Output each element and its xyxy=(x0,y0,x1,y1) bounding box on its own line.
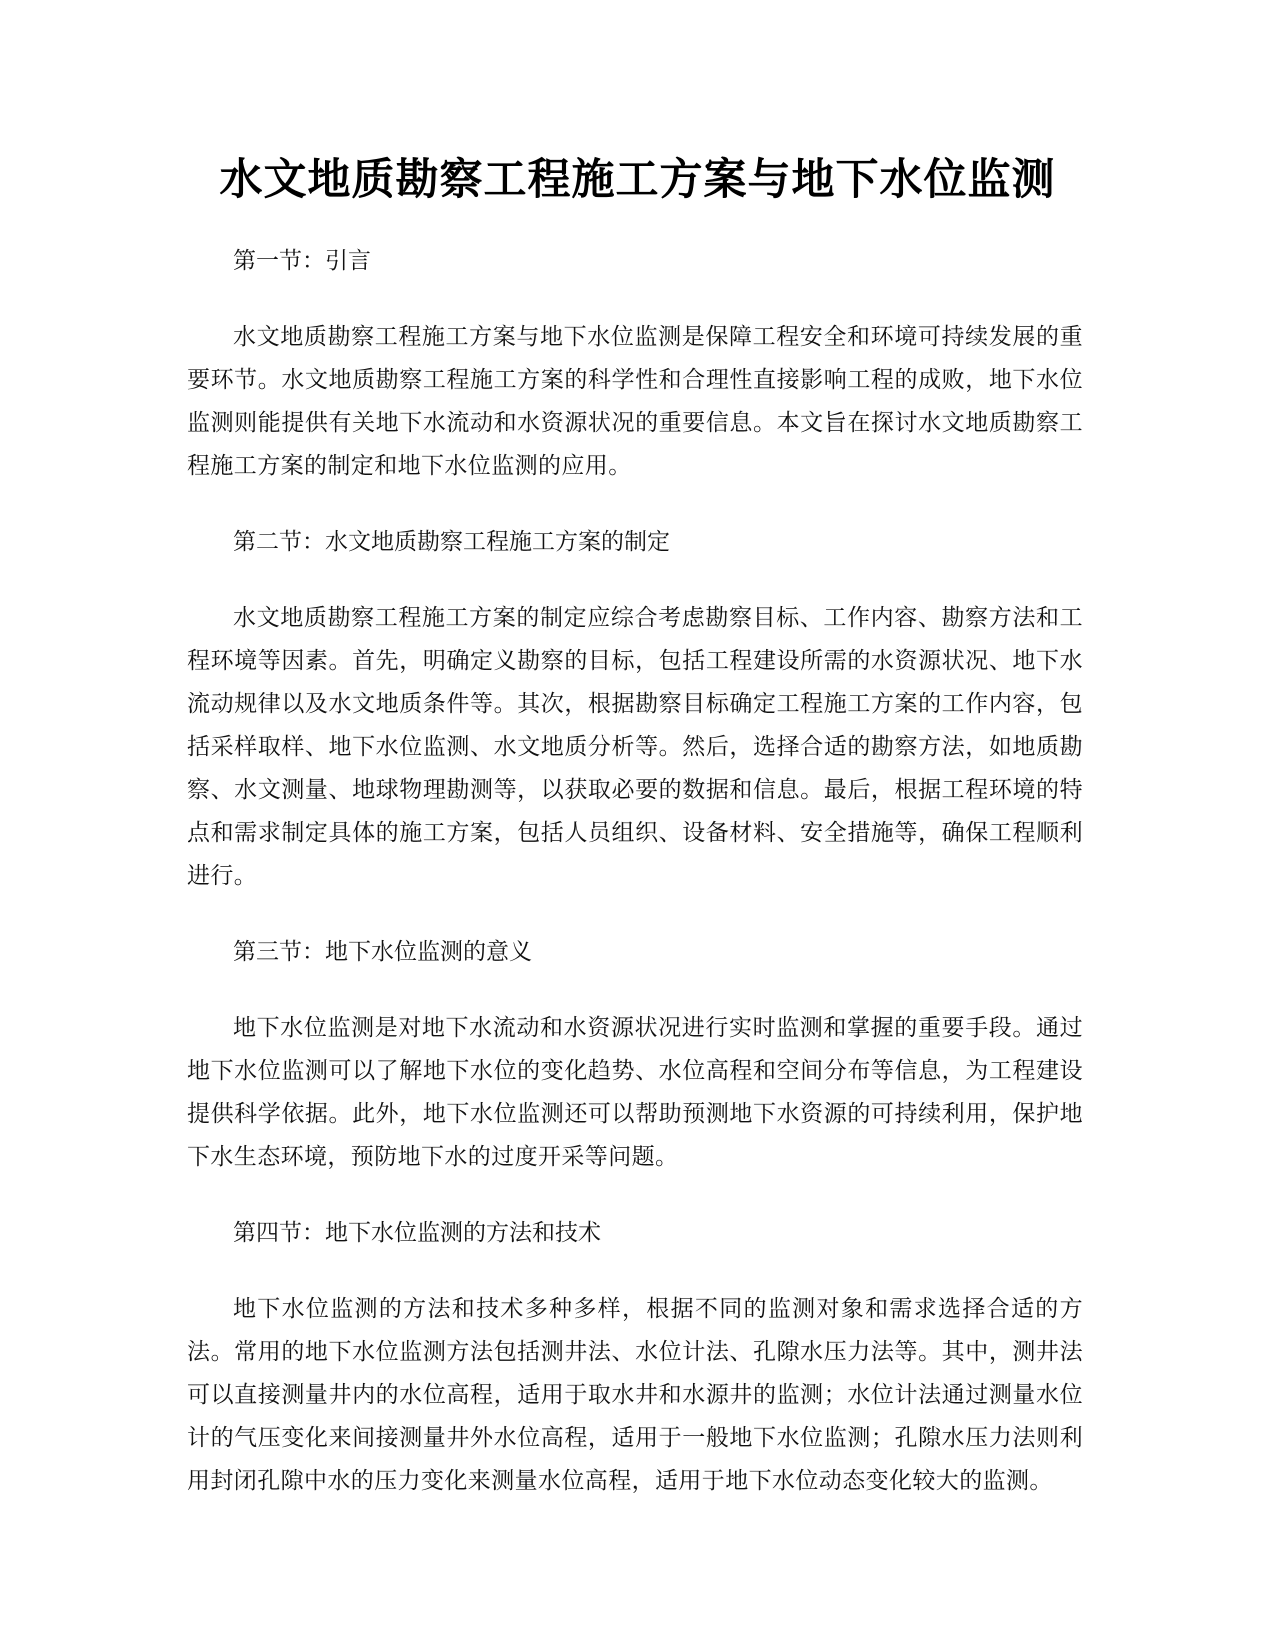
section-paragraph-3: 地下水位监测是对地下水流动和水资源状况进行实时监测和掌握的重要手段。通过地下水位监测可以了解地下水位的变化趋势、水位高程和空间分布等信息，为工程建设提供科学依据。此外，地下水位监测还可以帮助预测地下水资源的可持续利用，保护地下水生态环境，预防地下水的过度开采等问题。 xyxy=(187,1015,1083,1170)
section-paragraph-2: 水文地质勘察工程施工方案的制定应综合考虑勘察目标、工作内容、勘察方法和工程环境等因素。首先，明确定义勘察的目标，包括工程建设所需的水资源状况、地下水流动规律以及水文地质条件等。其次，根据勘察目标确定工程施工方案的工作内容，包括采样取样、地下水位监测、水文地质分析等。然后，选择合适的勘察方法，如地质勘察、水文测量、地球物理勘测等，以获取必要的数据和信息。最后，根据工程环境的特点和需求制定具体的施工方案，包括人员组织、设备材料、安全措施等，确保工程顺利进行。 xyxy=(187,605,1083,889)
document-body xyxy=(187,240,1083,1536)
section-paragraph-1: 水文地质勘察工程施工方案与地下水位监测是保障工程安全和环境可持续发展的重要环节。水文地质勘察工程施工方案的科学性和合理性直接影响工程的成败，地下水位监测则能提供有关地下水流动和水资源状况的重要信息。本文旨在探讨水文地质勘察工程施工方案的制定和地下水位监测的应用。 xyxy=(187,324,1083,479)
section-heading-1: 第一节：引言 xyxy=(233,248,371,274)
section-paragraph-4: 地下水位监测的方法和技术多种多样，根据不同的监测对象和需求选择合适的方法。常用的地下水位监测方法包括测井法、水位计法、孔隙水压力法等。其中，测井法可以直接测量井内的水位高程，适用于取水井和水源井的监测；水位计法通过测量水位计的气压变化来间接测量井外水位高程，适用于一般地下水位监测；孔隙水压力法则利用封闭孔隙中水的压力变化来测量水位高程，适用于地下水位动态变化较大的监测。 xyxy=(187,1296,1083,1494)
section-heading-2: 第二节：水文地质勘察工程施工方案的制定 xyxy=(233,529,670,555)
section-heading-4: 第四节：地下水位监测的方法和技术 xyxy=(233,1220,601,1246)
section-heading-3: 第三节：地下水位监测的意义 xyxy=(233,939,532,965)
document-title: 水文地质勘察工程施工方案与地下水位监测 xyxy=(219,155,1056,205)
